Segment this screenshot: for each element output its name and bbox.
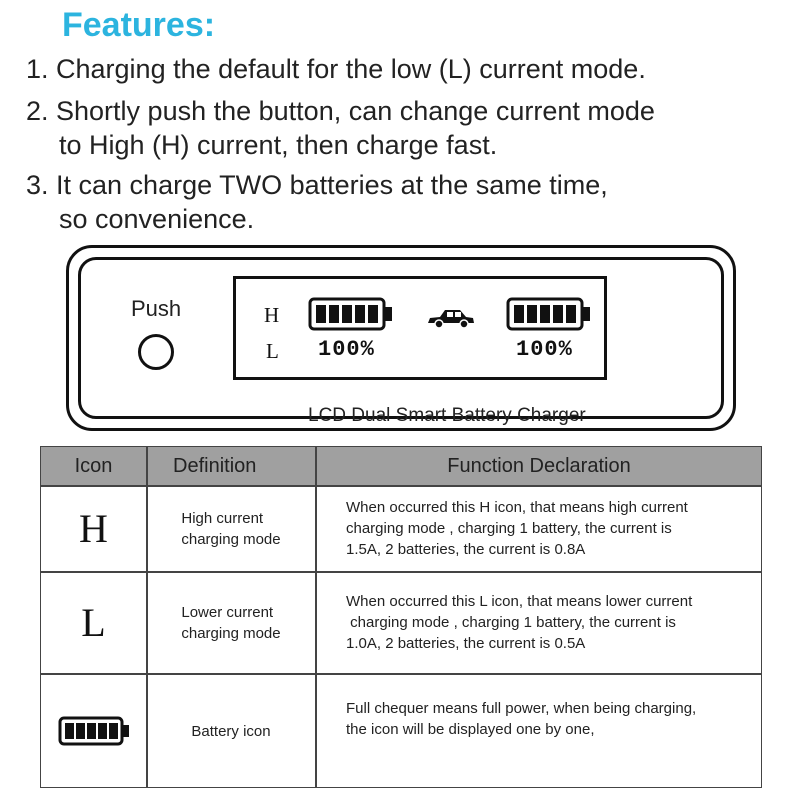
table-header: [41, 447, 761, 485]
header-definition: Definition: [173, 455, 257, 477]
charger-illustration: [66, 245, 736, 431]
function-line: charging mode , charging 1 battery, the current is: [346, 520, 672, 537]
function-line: the icon will be displayed one by one,: [346, 721, 595, 738]
battery-left-icon: [308, 297, 394, 331]
header-function: Function Declaration: [447, 455, 631, 477]
icon-definition-table: [40, 446, 762, 788]
header-icon: Icon: [74, 455, 113, 477]
lcd-h-indicator: H: [264, 303, 280, 327]
feature-3-text: 3. It can charge TWO batteries at the same time,: [26, 170, 608, 200]
definition-line: charging mode: [181, 624, 281, 642]
definition-line: charging mode: [181, 530, 281, 548]
function-line: Full chequer means full power, when being charging,: [346, 700, 697, 717]
car-icon: [426, 307, 476, 331]
feature-2-continuation: to High (H) current, then charge fast.: [59, 130, 498, 160]
feature-3-continuation: so convenience.: [59, 204, 255, 234]
charger-panel: [78, 257, 724, 426]
function-cell: [317, 674, 761, 788]
definition-cell: [147, 486, 315, 571]
function-cell: [317, 486, 761, 571]
definition-line: Lower current: [181, 603, 274, 621]
l-mode-icon: L: [81, 600, 106, 645]
function-line: charging mode , charging 1 battery, the current is: [346, 614, 676, 631]
function-line: 1.0A, 2 batteries, the current is 0.5A: [346, 635, 586, 652]
feature-item-1: [26, 52, 646, 86]
function-line: When occurred this L icon, that means lower current: [346, 593, 693, 610]
lcd-percent-right: 100%: [516, 337, 573, 362]
definition-cell: [147, 674, 315, 788]
push-button-icon: [138, 334, 174, 370]
table-row: [41, 486, 761, 571]
feature-item-2: [26, 94, 655, 162]
features-title: Features:: [62, 6, 216, 44]
function-cell: [317, 572, 761, 673]
battery-icon: [58, 716, 130, 746]
battery-right-icon: [506, 297, 592, 331]
battery-icon-cell: [41, 674, 146, 788]
feature-2-text: 2. Shortly push the button, can change current mode: [26, 96, 655, 126]
table-row: [41, 572, 761, 673]
definition-cell: [147, 572, 315, 673]
feature-item-3: [26, 168, 608, 236]
lcd-display: [233, 276, 607, 380]
lcd-percent-left: 100%: [318, 337, 375, 362]
lcd-l-indicator: L: [266, 339, 279, 363]
function-line: When occurred this H icon, that means high current: [346, 499, 688, 516]
push-label: Push: [131, 296, 182, 321]
charger-caption: LCD Dual Smart Battery Charger: [308, 405, 586, 426]
feature-1-text: 1. Charging the default for the low (L) current mode.: [26, 54, 646, 84]
function-line: 1.5A, 2 batteries, the current is 0.8A: [346, 541, 586, 558]
h-mode-icon: H: [79, 506, 108, 551]
definition-line: High current: [181, 509, 264, 527]
definition-line: Battery icon: [191, 722, 271, 740]
table-row: [41, 674, 761, 788]
